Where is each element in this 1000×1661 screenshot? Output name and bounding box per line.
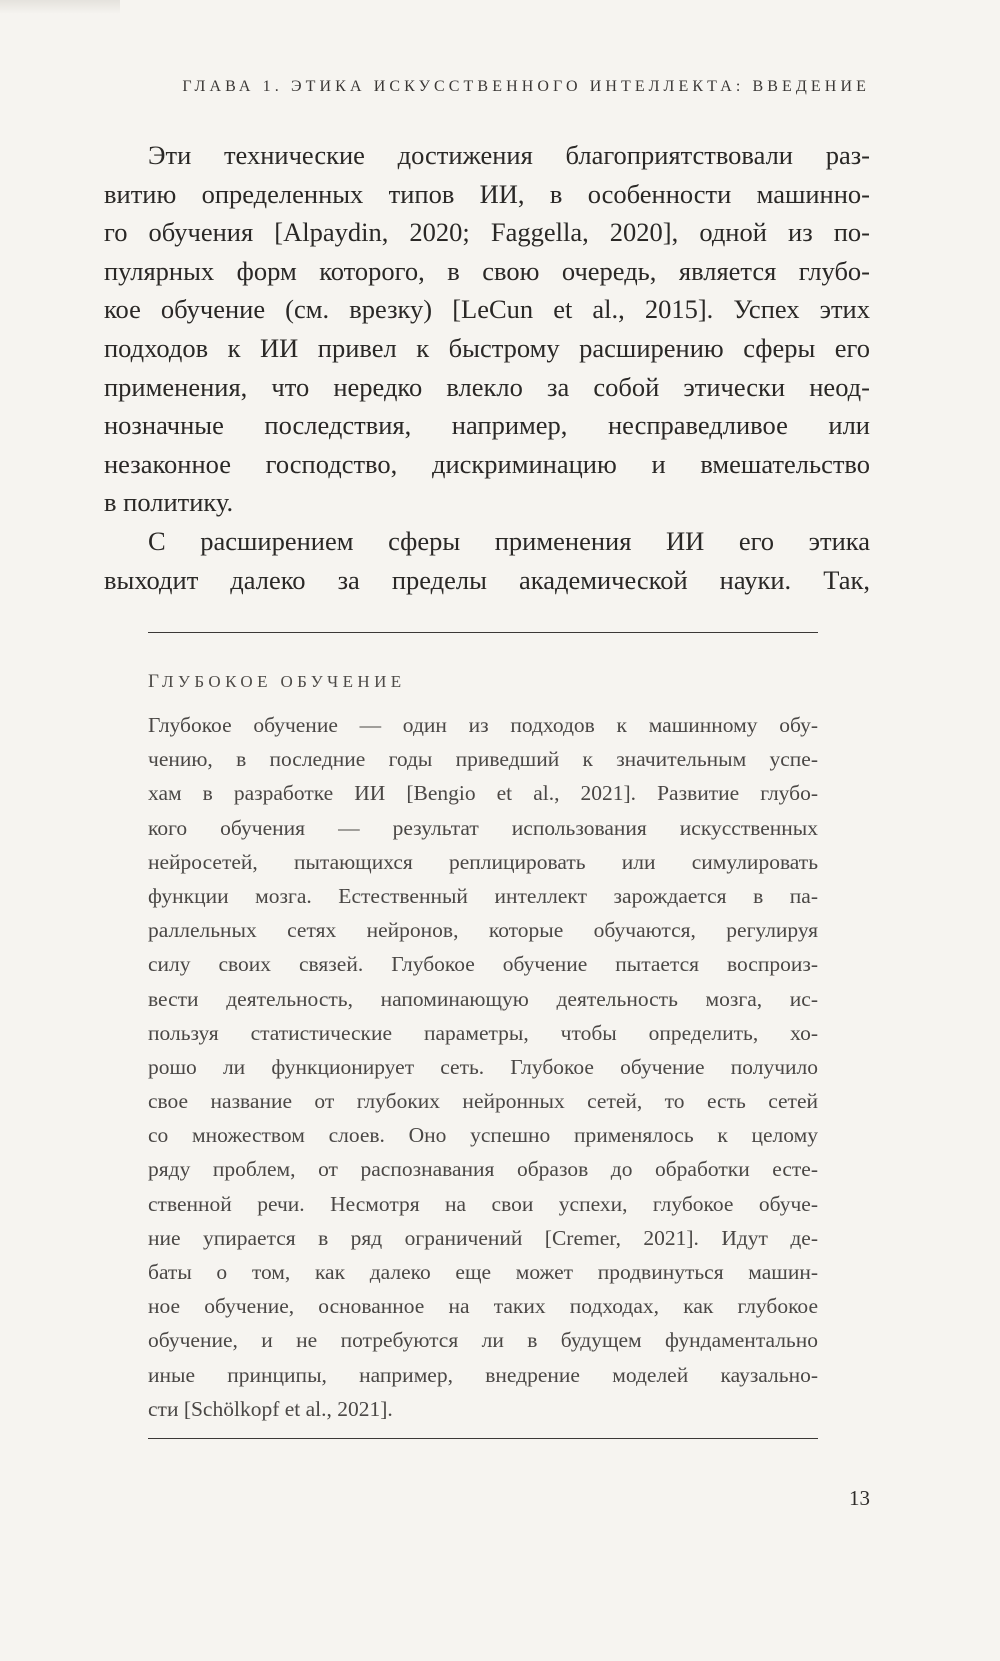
sidebar-top-rule: [148, 632, 818, 633]
sidebar-line: иные принципы, например, внедрение моделей каузально-: [148, 1362, 818, 1387]
sidebar-line: обучение, и не потребуются ли в будущем фундаментально: [148, 1328, 818, 1353]
sidebar-line: свое название от глубоких нейронных сетей, то есть сетей: [148, 1089, 818, 1114]
text-line: С расширением сферы применения ИИ его этика: [148, 525, 870, 556]
sidebar-box: [148, 672, 818, 1426]
sidebar-text: [148, 708, 818, 1426]
sidebar-line: чению, в последние годы приведший к значительным успе-: [148, 747, 818, 772]
sidebar-line: нейросетей, пытающихся реплицировать или симулировать: [148, 849, 818, 874]
sidebar-line: функции мозга. Естественный интеллект зарождается в па-: [148, 883, 818, 908]
sidebar-line: баты о том, как далеко еще может продвинуться машин-: [148, 1260, 818, 1284]
text-line: незаконное господство, дискриминацию и вмешательство: [104, 448, 870, 479]
text-line: Эти технические достижения благоприятствовали раз-: [148, 140, 870, 170]
sidebar-line: силу своих связей. Глубокое обучение пытается воспроиз-: [148, 952, 818, 977]
sidebar-title-rest: ЛУБОКОЕ ОБУЧЕНИЕ: [161, 672, 406, 691]
text-line: кое обучение (см. врезку) [LeCun et al., 2015]. Успех этих: [104, 294, 870, 325]
sidebar-bottom-rule: [148, 1438, 818, 1439]
text-line: пулярных форм которого, в свою очередь, является глубо-: [104, 255, 870, 286]
page-number: 13: [849, 1486, 870, 1510]
text-line: в политику.: [104, 487, 234, 518]
text-line: подходов к ИИ привел к быстрому расширению сферы его: [104, 332, 870, 363]
sidebar-line: хам в разработке ИИ [Bengio et al., 2021]. Развитие глубо-: [148, 781, 818, 806]
sidebar-line: ние упирается в ряд ограничений [Cremer, 2021]. Идут де-: [148, 1225, 818, 1250]
paragraph-1: [104, 136, 870, 522]
sidebar-line: пользуя статистические параметры, чтобы определить, хо-: [148, 1020, 818, 1045]
text-line: выходит далеко за пределы академической науки. Так,: [104, 564, 870, 595]
sidebar-line: ственной речи. Несмотря на свои успехи, глубокое обуче-: [148, 1191, 818, 1216]
running-header: ГЛАВА 1. ЭТИКА ИСКУССТВЕННОГО ИНТЕЛЛЕКТА: ВВЕДЕНИЕ: [182, 78, 870, 95]
sidebar-line: рошо ли функционирует сеть. Глубокое обучение получило: [148, 1054, 818, 1079]
sidebar-line: сти [Schölkopf et al., 2021].: [148, 1396, 393, 1421]
page-edge-shadow: [0, 0, 120, 14]
sidebar-line: раллельных сетях нейронов, которые обучаются, регулируя: [148, 918, 818, 943]
sidebar-line: со множеством слоев. Оно успешно применялось к целому: [148, 1123, 818, 1148]
paragraph-2: [104, 522, 870, 599]
text-line: нозначные последствия, например, несправедливое или: [104, 410, 870, 441]
main-text: [104, 136, 870, 599]
text-line: применения, что нередко влекло за собой этически неод-: [104, 371, 870, 402]
sidebar-line: кого обучения — результат использования искусственных: [148, 815, 818, 840]
sidebar-line: ряду проблем, от распознавания образов до обработки есте-: [148, 1157, 818, 1182]
text-line: витию определенных типов ИИ, в особенности машинно-: [104, 178, 870, 209]
text-line: го обучения [Alpaydin, 2020; Faggella, 2020], одной из по-: [104, 217, 870, 248]
sidebar-title: [148, 672, 818, 706]
sidebar-line: ное обучение, основанное на таких подходах, как глубокое: [148, 1294, 818, 1319]
sidebar-line: Глубокое обучение — один из подходов к машинному обу-: [148, 713, 818, 737]
sidebar-title-initial: Г: [148, 671, 162, 692]
sidebar-line: вести деятельность, напоминающую деятельность мозга, ис-: [148, 986, 818, 1011]
